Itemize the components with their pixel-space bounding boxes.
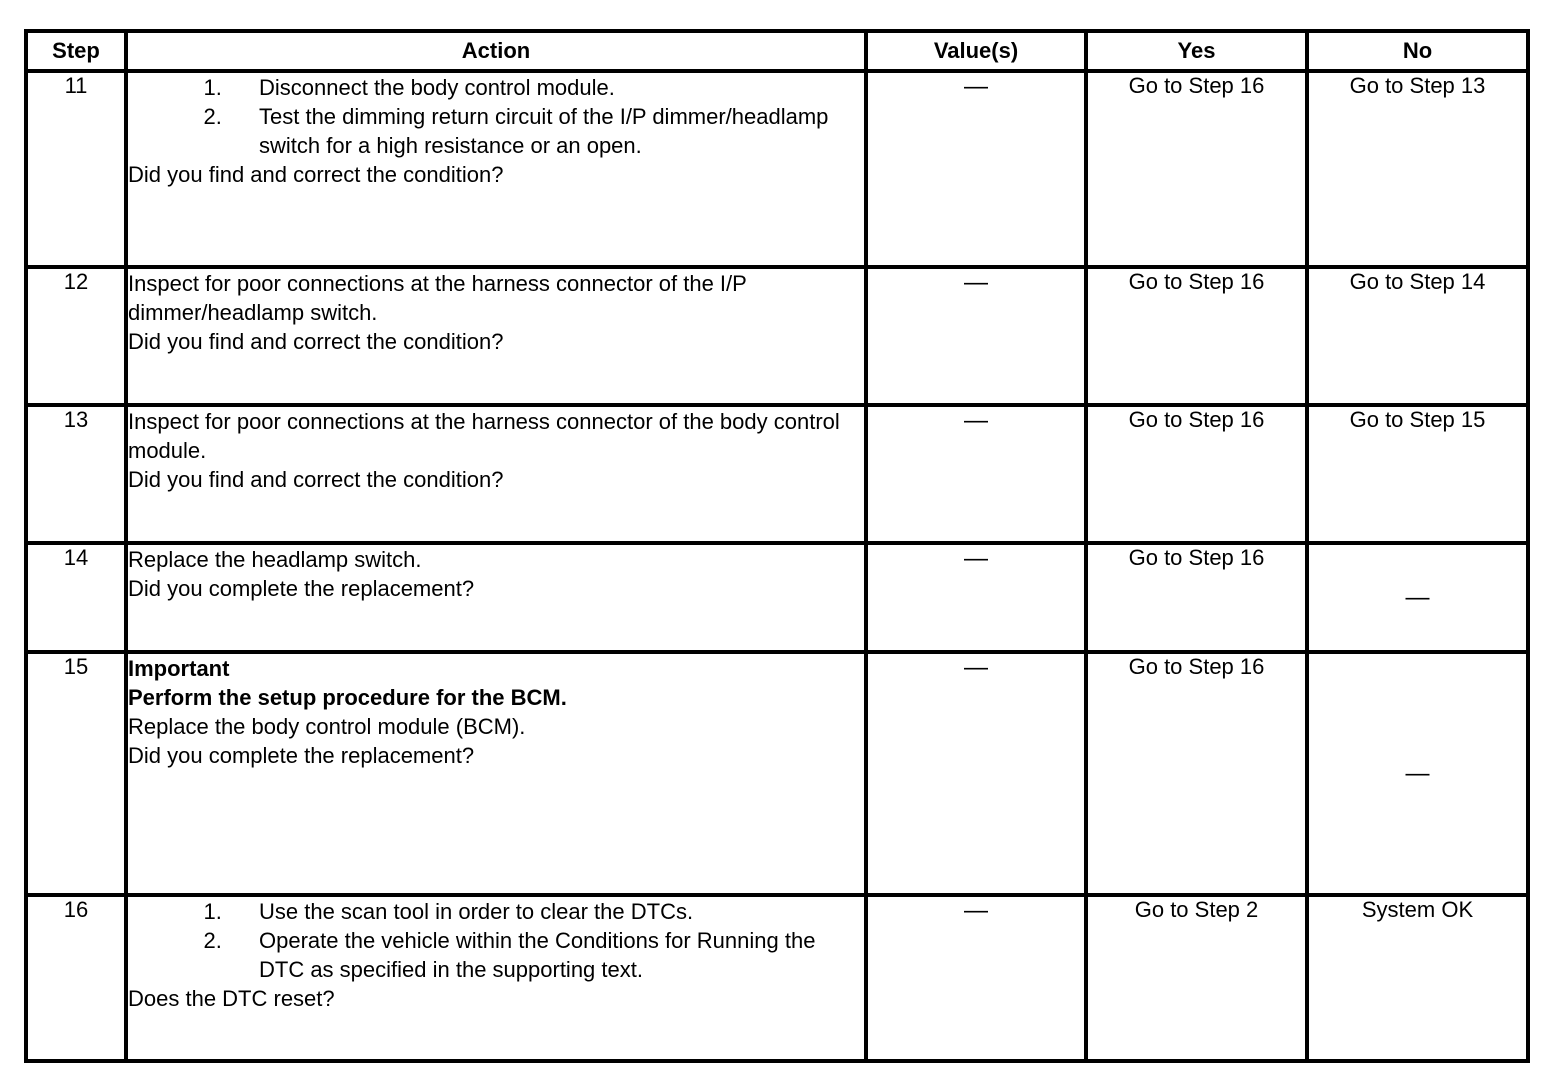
no-cell: Go to Step 14 xyxy=(1307,267,1528,405)
no-cell: — xyxy=(1307,652,1528,895)
value-cell: — xyxy=(866,652,1086,895)
value-cell: — xyxy=(866,543,1086,652)
action-text: Inspect for poor connections at the harness connector of the body control module. xyxy=(128,409,840,463)
header-no: No xyxy=(1307,31,1528,71)
step-number: 12 xyxy=(26,267,126,405)
table-row xyxy=(26,405,1528,543)
value-cell: — xyxy=(866,405,1086,543)
action-cell xyxy=(126,652,866,895)
action-question: Did you complete the replacement? xyxy=(128,743,475,768)
table-row xyxy=(26,895,1528,1061)
value-cell: — xyxy=(866,71,1086,267)
no-cell: — xyxy=(1307,543,1528,652)
action-cell xyxy=(126,543,866,652)
important-label: Important xyxy=(128,656,230,681)
step-number: 11 xyxy=(26,71,126,267)
action-text: Replace the headlamp switch. xyxy=(128,547,422,572)
header-action: Action xyxy=(126,31,866,71)
list-item: 2. Test the dimming return circuit of the I/P dimmer/headlamp switch for a high resistance or an open. xyxy=(228,102,864,160)
list-item: 2. Operate the vehicle within the Conditions for Running the DTC as specified in the supporting text. xyxy=(228,926,864,984)
value-cell: — xyxy=(866,895,1086,1061)
header-values: Value(s) xyxy=(866,31,1086,71)
action-question: Did you find and correct the condition? xyxy=(128,162,504,187)
yes-cell: Go to Step 2 xyxy=(1086,895,1307,1061)
action-text: Replace the body control module (BCM). xyxy=(128,714,526,739)
action-cell xyxy=(126,71,866,267)
action-question: Did you complete the replacement? xyxy=(128,576,475,601)
yes-cell: Go to Step 16 xyxy=(1086,543,1307,652)
no-cell: Go to Step 15 xyxy=(1307,405,1528,543)
action-steps-list xyxy=(128,897,864,984)
step-number: 15 xyxy=(26,652,126,895)
yes-cell: Go to Step 16 xyxy=(1086,71,1307,267)
yes-cell: Go to Step 16 xyxy=(1086,652,1307,895)
action-text: Inspect for poor connections at the harness connector of the I/P dimmer/headlamp switch. xyxy=(128,271,747,325)
action-cell xyxy=(126,895,866,1061)
no-cell: System OK xyxy=(1307,895,1528,1061)
step-number: 13 xyxy=(26,405,126,543)
list-item: 1. Use the scan tool in order to clear the DTCs. xyxy=(228,897,864,926)
list-item: 1. Disconnect the body control module. xyxy=(228,73,864,102)
header-row xyxy=(26,31,1528,71)
table-row xyxy=(26,543,1528,652)
table-row xyxy=(26,71,1528,267)
yes-cell: Go to Step 16 xyxy=(1086,405,1307,543)
header-step: Step xyxy=(26,31,126,71)
step-number: 16 xyxy=(26,895,126,1061)
action-question: Did you find and correct the condition? xyxy=(128,467,504,492)
value-cell: — xyxy=(866,267,1086,405)
important-text: Perform the setup procedure for the BCM. xyxy=(128,685,567,710)
action-question: Did you find and correct the condition? xyxy=(128,329,504,354)
action-cell xyxy=(126,405,866,543)
action-cell xyxy=(126,267,866,405)
action-question: Does the DTC reset? xyxy=(128,986,335,1011)
header-yes: Yes xyxy=(1086,31,1307,71)
table-row xyxy=(26,652,1528,895)
diagnostic-table xyxy=(24,29,1530,1063)
no-cell: Go to Step 13 xyxy=(1307,71,1528,267)
table-row xyxy=(26,267,1528,405)
yes-cell: Go to Step 16 xyxy=(1086,267,1307,405)
step-number: 14 xyxy=(26,543,126,652)
action-steps-list xyxy=(128,73,864,160)
